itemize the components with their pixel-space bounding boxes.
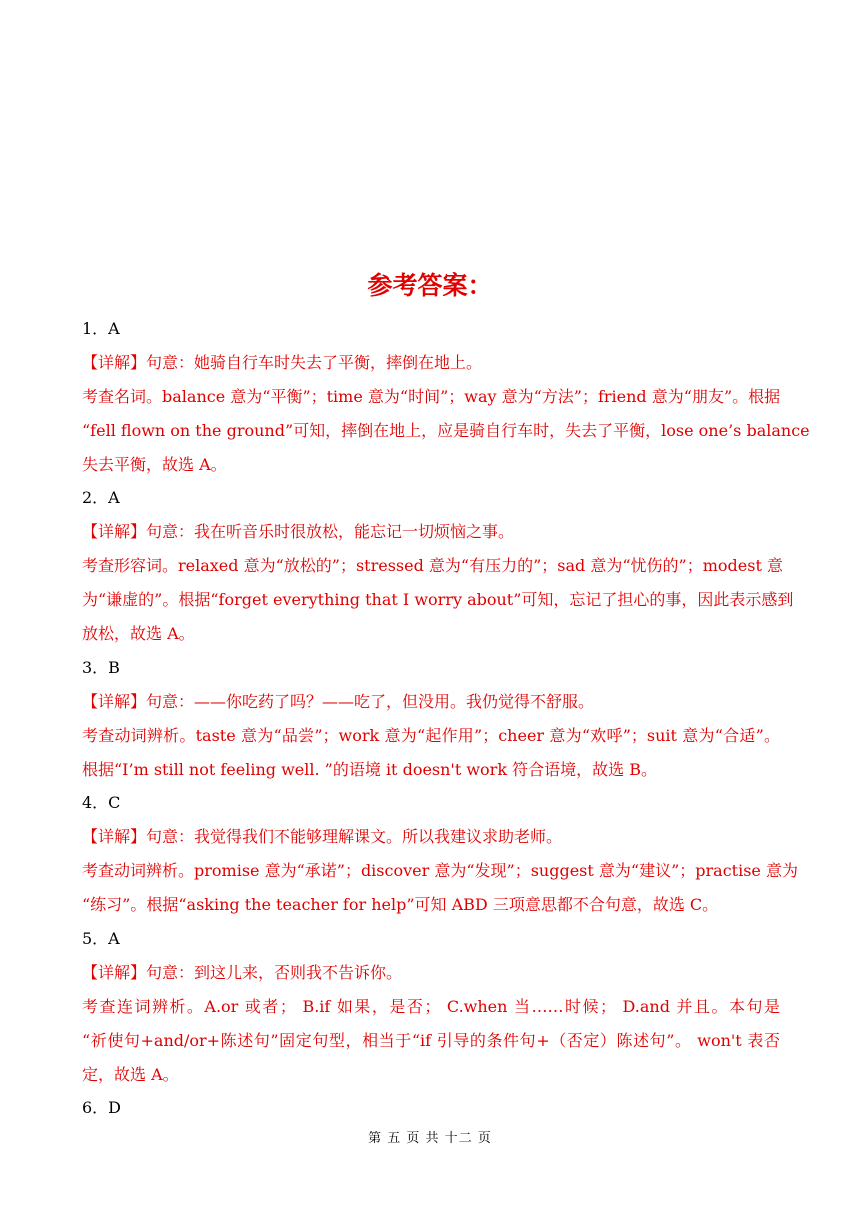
answer-line-12: 【详解】句意：——你吃药了吗？——吃了，但没用。我仍觉得不舒服。 xyxy=(82,691,595,711)
answer-line-24: 6．D xyxy=(82,1098,122,1118)
answer-line-19: 5．A xyxy=(82,929,120,949)
answer-line-7: 【详解】句意：我在听音乐时很放松，能忘记一切烦恼之事。 xyxy=(82,522,515,542)
answer-line-22: “祈使句+and/or+陈述句”固定句型，相当于“if 引导的条件句+（否定）陈述句”。 won't 表否 xyxy=(82,1030,780,1050)
answer-line-21: 考查连词辨析。A.or 或者； B.if 如果，是否； C.when 当……时候； D.and 并且。本句是 xyxy=(82,996,780,1016)
page-title: 参考答案： xyxy=(367,271,493,300)
page-footer: 第 五 页 共 十二 页 xyxy=(368,1131,492,1146)
answer-line-4: “fell flown on the ground”可知，摔倒在地上，应是骑自行车时，失去了平衡，lose one’s balance xyxy=(82,420,810,440)
answer-line-6: 2．A xyxy=(82,488,120,508)
answer-line-15: 4．C xyxy=(82,793,121,813)
answer-line-3: 考查名词。balance 意为“平衡”；time 意为“时间”；way 意为“方法”；friend 意为“朋友”。根据 xyxy=(82,386,781,406)
answer-content xyxy=(82,312,810,1125)
answer-line-2: 【详解】句意：她骑自行车时失去了平衡，摔倒在地上。 xyxy=(82,352,483,372)
answer-line-10: 放松，故选 A。 xyxy=(82,624,195,644)
answer-line-17: 考查动词辨析。promise 意为“承诺”；discover 意为“发现”；suggest 意为“建议”；practise 意为 xyxy=(82,861,798,881)
answer-line-8: 考查形容词。relaxed 意为“放松的”；stressed 意为“有压力的”；sad 意为“忧伤的”；modest 意 xyxy=(82,556,783,576)
answer-line-20: 【详解】句意：到这儿来，否则我不告诉你。 xyxy=(82,962,403,982)
answer-line-9: 为“谦虚的”。根据“forget everything that I worry about”可知，忘记了担心的事，因此表示感到 xyxy=(82,590,794,610)
answer-line-23: 定，故选 A。 xyxy=(82,1064,179,1084)
answer-line-18: “练习”。根据“asking the teacher for help”可知 ABD 三项意思都不合句意，故选 C。 xyxy=(82,895,719,915)
answer-line-16: 【详解】句意：我觉得我们不能够理解课文。所以我建议求助老师。 xyxy=(82,827,563,847)
answer-line-1: 1．A xyxy=(82,319,120,338)
answer-line-11: 3．B xyxy=(82,657,120,677)
answer-line-5: 失去平衡，故选 A。 xyxy=(82,454,227,474)
answer-line-14: 根据“I’m still not feeling well. ”的语境 it doesn't work 符合语境，故选 B。 xyxy=(82,759,657,779)
answer-line-13: 考查动词辨析。taste 意为“品尝”；work 意为“起作用”；cheer 意为“欢呼”；suit 意为“合适”。 xyxy=(82,725,780,745)
